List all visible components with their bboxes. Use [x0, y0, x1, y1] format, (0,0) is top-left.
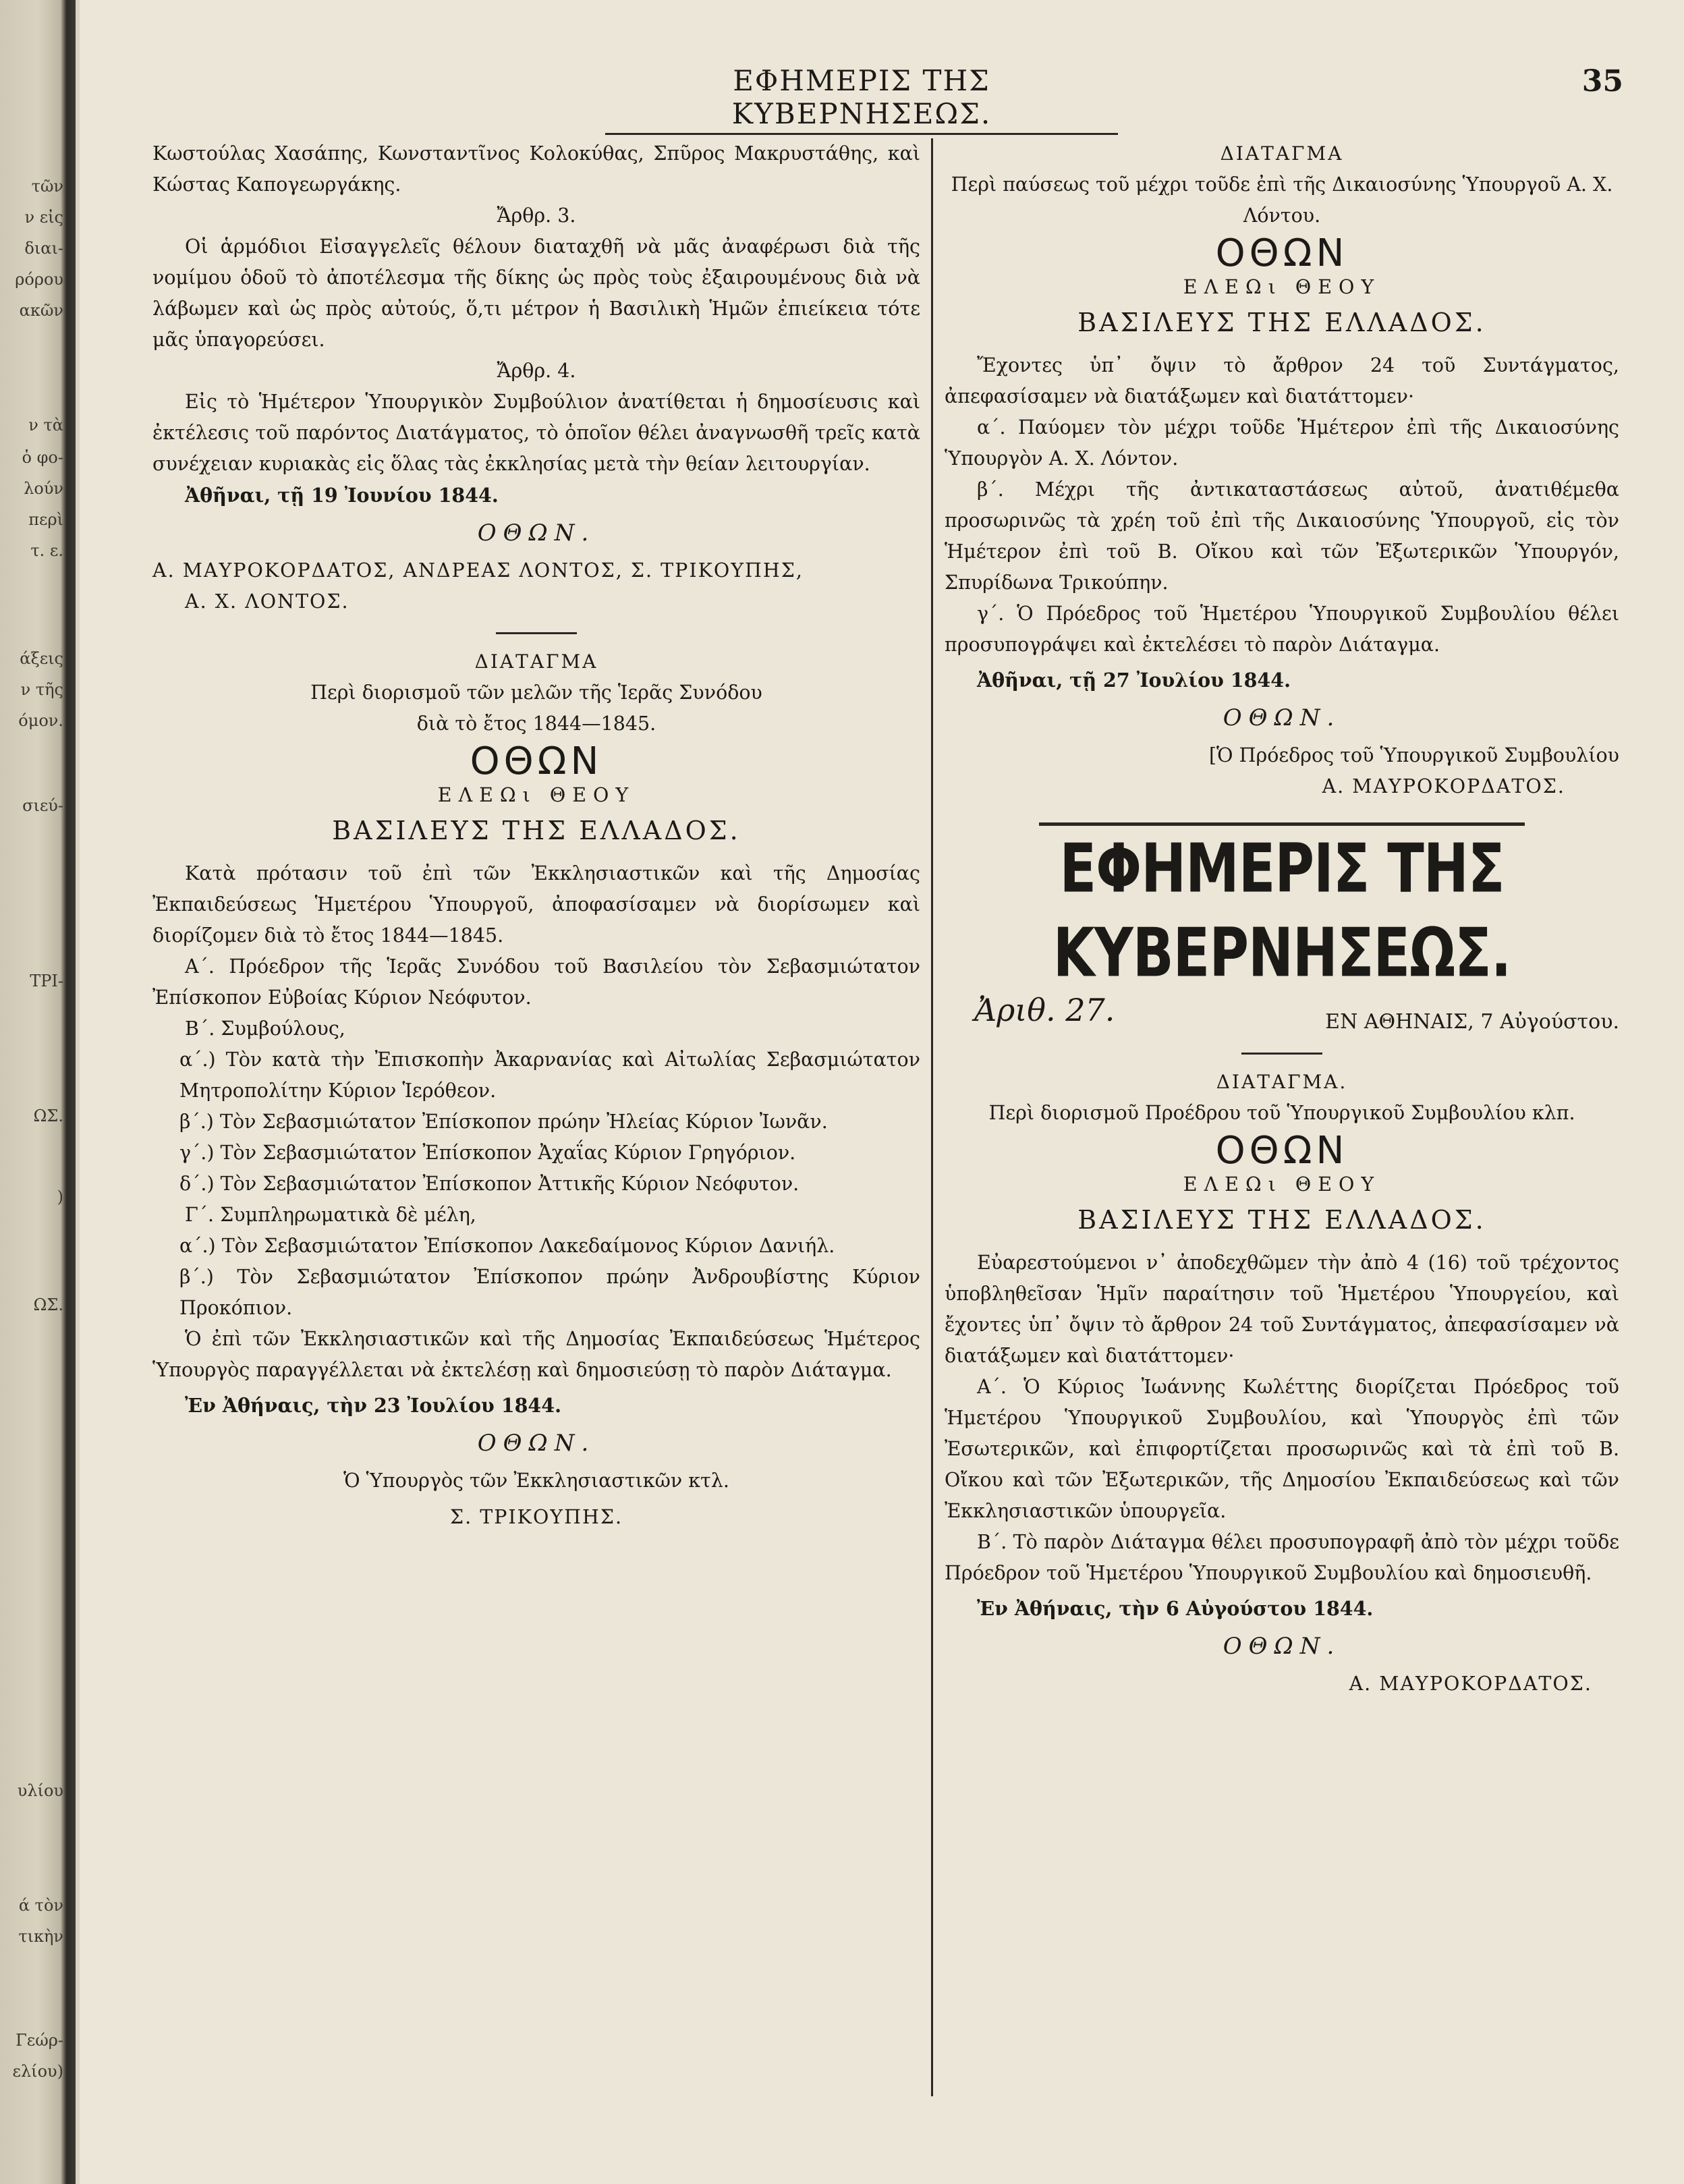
- section-divider: [496, 632, 577, 634]
- countersignatures: Α. ΜΑΥΡΟΚΟΡΔΑΤΟΣ, ΑΝΔΡΕΑΣ ΛΟΝΤΟΣ, Σ. ΤΡΙΚΟΥΠΗΣ,: [152, 559, 804, 582]
- issue-number: Ἀριθ. 27.: [974, 992, 1115, 1028]
- minister-title: Ὁ Ὑπουργὸς τῶν Ἐκκλησιαστικῶν κτλ.: [343, 1469, 729, 1492]
- decree-subject: Περὶ διορισμοῦ Προέδρου τοῦ Ὑπουργικοῦ Συμβουλίου κλπ.: [988, 1102, 1575, 1124]
- king-title: ΒΑΣΙΛΕΥΣ ΤΗΣ ΕΛΛΑΔΟΣ.: [332, 816, 741, 845]
- king-name: ΟΘΩΝ: [1215, 1129, 1349, 1173]
- king-name: ΟΘΩΝ: [1215, 231, 1349, 275]
- previous-page-fragment: ): [57, 1187, 63, 1206]
- previous-page-fragment: ρόρου: [15, 270, 63, 289]
- paragraph: Γ΄. Συμπληρωματικὰ δὲ μέλη,: [185, 1204, 476, 1226]
- page-number: 35: [1581, 64, 1623, 99]
- previous-page-fragment: λούν: [24, 479, 63, 498]
- paragraph: Κωστούλας Χασάπης, Κωνσταντῖνος Κολοκύθας, Σπῦρος Μακρυστάθης, καὶ Κώστας Καπογεωργάκης.: [152, 142, 920, 196]
- issue-divider: [1039, 822, 1525, 826]
- previous-page-fragment: τικὴν: [18, 1927, 63, 1946]
- paragraph: Β΄. Συμβούλους,: [185, 1017, 345, 1040]
- previous-page-fragment: ν εἰς: [24, 208, 63, 227]
- previous-page-fragment: άξεις: [20, 649, 63, 668]
- list-item: δ΄.) Τὸν Σεβασμιώτατον Ἐπίσκοπον Ἀττικῆς Κύριον Νεόφυτον.: [179, 1173, 799, 1195]
- column-rule: [931, 138, 933, 2096]
- newspaper-page: [80, 0, 1684, 2184]
- paragraph: Εἰς τὸ Ἡμέτερον Ὑπουργικὸν Συμβούλιον ἀνατίθεται ἡ δημοσίευσις καὶ ἐκτέλεσις τοῦ παρόντος Διατάγματος, τὸ ὁποῖον θέλει ἀναγνωσθῆ τρεῖς κατὰ συνέχειαν κυριακὰς εἰς ὅλας τὰς ἐκκλησίας μετὰ τὴν θείαν λειτουργίαν.: [152, 391, 920, 475]
- grace-of-god: ΕΛΕΩι ΘΕΟΥ: [1183, 276, 1381, 298]
- signature-name: Α. ΜΑΥΡΟΚΟΡΔΑΤΟΣ.: [1322, 775, 1565, 797]
- article-heading: Ἄρθρ. 4.: [497, 360, 576, 382]
- previous-page-fragment: περὶ: [28, 510, 63, 529]
- royal-signature: ΟΘΩΝ.: [1223, 704, 1341, 731]
- previous-page-fragment: ακῶν: [19, 301, 63, 320]
- previous-page-fragment: όμον.: [18, 711, 63, 730]
- royal-signature: ΟΘΩΝ.: [1223, 1633, 1341, 1660]
- left-column: [152, 138, 920, 2110]
- paragraph: γ΄. Ὁ Πρόεδρος τοῦ Ἡμετέρου Ὑπουργικοῦ Συμβουλίου θέλει προσυπογράψει καὶ ἐκτελέσει τὸ παρὸν Διάταγμα.: [945, 603, 1619, 656]
- signature-title: [Ὁ Πρόεδρος τοῦ Ὑπουργικοῦ Συμβουλίου: [1208, 744, 1619, 766]
- previous-page-fragment: ελίου): [12, 2062, 63, 2081]
- running-header: [80, 64, 1644, 130]
- minister-name: Σ. ΤΡΙΚΟΥΠΗΣ.: [449, 1506, 623, 1528]
- previous-page-fragment: ά τὸν: [18, 1896, 63, 1915]
- dateline: Ἀθῆναι, τῇ 27 Ἰουλίου 1844.: [977, 669, 1291, 692]
- king-title: ΒΑΣΙΛΕΥΣ ΤΗΣ ΕΛΛΑΔΟΣ.: [1077, 1205, 1486, 1235]
- countersignatures: Α. Χ. ΛΟΝΤΟΣ.: [185, 590, 349, 613]
- paragraph: α΄. Παύομεν τὸν μέχρι τοῦδε Ἡμέτερον ἐπὶ τῆς Δικαιοσύνης Ὑπουργὸν Α. Χ. Λόντον.: [945, 416, 1619, 470]
- previous-page-fragment: διαι-: [24, 239, 63, 258]
- paragraph: Β΄. Τὸ παρὸν Διάταγμα θέλει προσυπογραφῆ ἀπὸ τὸν μέχρι τοῦδε Πρόεδρον τοῦ Ἡμετέρου Ὑπουργικοῦ Συμβουλίου καὶ δημοσιευθῆ.: [945, 1531, 1619, 1584]
- list-item: α΄.) Τὸν Σεβασμιώτατον Ἐπίσκοπον Λακεδαίμονος Κύριον Δανιήλ.: [179, 1235, 835, 1257]
- previous-page-fragment: τῶν: [31, 177, 63, 196]
- previous-page-edge: [0, 0, 67, 2184]
- masthead: ΕΦΗΜΕΡΙΣ ΤΗΣ ΚΥΒΕΡΝΗΣΕΩΣ.: [1052, 829, 1511, 992]
- article-heading: Ἄρθρ. 3.: [497, 204, 576, 227]
- paragraph: β΄. Μέχρι τῆς ἀντικαταστάσεως αὐτοῦ, ἀνατιθέμεθα προσωρινῶς τὰ χρέη τοῦ ἐπὶ τῆς Δικαιοσύνης Ὑπουργοῦ, εἰς τὸν Ἡμέτερον ἐπὶ τοῦ Β. Οἴκου καὶ τῶν Ἐξωτερικῶν Ὑπουργόν, Σπυρίδωνα Τρικούπην.: [945, 478, 1619, 594]
- royal-signature: ΟΘΩΝ.: [477, 520, 596, 547]
- right-column: [945, 138, 1619, 2110]
- decree-subject: Περὶ παύσεως τοῦ μέχρι τοῦδε ἐπὶ τῆς Δικαιοσύνης Ὑπουργοῦ Α. Χ. Λόντου.: [951, 173, 1613, 227]
- previous-page-fragment: υλίου: [17, 1781, 63, 1800]
- dateline: Ἐν Ἀθήναις, τὴν 6 Αὐγούστου 1844.: [977, 1597, 1374, 1620]
- king-title: ΒΑΣΙΛΕΥΣ ΤΗΣ ΕΛΛΑΔΟΣ.: [1077, 308, 1486, 337]
- list-item: γ΄.) Τὸν Σεβασμιώτατον Ἐπίσκοπον Ἀχαΐας Κύριον Γρηγόριον.: [179, 1142, 796, 1164]
- list-item: α΄.) Τὸν κατὰ τὴν Ἐπισκοπὴν Ἀκαρνανίας καὶ Αἰτωλίας Σεβασμιώτατον Μητροπολίτην Κύριον Ἱερόθεον.: [179, 1048, 920, 1102]
- decree-subject: Περὶ διορισμοῦ τῶν μελῶν τῆς Ἱερᾶς Συνόδου: [310, 681, 762, 704]
- decree-heading: ΔΙΑΤΑΓΜΑ.: [1216, 1071, 1348, 1093]
- previous-page-fragment: ὁ φο-: [22, 448, 63, 467]
- list-item: β΄.) Τὸν Σεβασμιώτατον Ἐπίσκοπον πρώην Ἠλείας Κύριον Ἰωνᾶν.: [179, 1111, 828, 1133]
- previous-page-fragment: ΩΣ.: [33, 1295, 63, 1314]
- dateline: Ἀθῆναι, τῇ 19 Ἰουνίου 1844.: [185, 484, 499, 507]
- paragraph: Α΄. Πρόεδρον τῆς Ἱερᾶς Συνόδου τοῦ Βασιλείου τὸν Σεβασμιώτατον Ἐπίσκοπον Εὐβοίας Κύριον Νεόφυτον.: [152, 955, 920, 1009]
- decree-heading: ΔΙΑΤΑΓΜΑ: [474, 650, 598, 673]
- previous-page-fragment: σιεύ-: [22, 796, 63, 815]
- dateline: Ἐν Ἀθήναις, τὴν 23 Ἰουλίου 1844.: [185, 1394, 561, 1417]
- previous-page-fragment: ν τῆς: [20, 680, 63, 699]
- running-title: ΕΦΗΜΕΡΙΣ ΤΗΣ ΚΥΒΕΡΝΗΣΕΩΣ.: [605, 64, 1118, 135]
- paragraph: Εὐαρεστούμενοι ν᾽ ἀποδεχθῶμεν τὴν ἀπὸ 4 (16) τοῦ τρέχοντος ὑποβληθεῖσαν Ἡμῖν παραίτησιν τοῦ Ἡμετέρου Ὑπουργείου, καὶ ἔχοντες ὑπ᾽ ὄψιν τὸ ἄρθρον 24 τοῦ Συντάγματος, ἀπεφασίσαμεν νὰ διατάξωμεν καὶ διατάττομεν·: [945, 1252, 1619, 1367]
- decree-subject: διὰ τὸ ἔτος 1844—1845.: [416, 712, 656, 735]
- paragraph: Ἔχοντες ὑπ᾽ ὄψιν τὸ ἄρθρον 24 τοῦ Συντάγματος, ἀπεφασίσαμεν νὰ διατάξωμεν καὶ διατάττομεν·: [945, 354, 1619, 408]
- previous-page-fragment: Γεώρ-: [16, 2031, 63, 2050]
- previous-page-fragment: ΩΣ.: [33, 1107, 63, 1125]
- previous-page-fragment: τ. ε.: [30, 541, 63, 560]
- signature-name: Α. ΜΑΥΡΟΚΟΡΔΑΤΟΣ.: [1349, 1673, 1592, 1695]
- paragraph: Ὁ ἐπὶ τῶν Ἐκκλησιαστικῶν καὶ τῆς Δημοσίας Ἐκπαιδεύσεως Ἡμέτερος Ὑπουργὸς παραγγέλλεται νὰ ἐκτελέσῃ καὶ δημοσιεύσῃ τὸ παρὸν Διάταγμα.: [152, 1328, 920, 1381]
- grace-of-god: ΕΛΕΩι ΘΕΟΥ: [437, 784, 636, 806]
- royal-signature: ΟΘΩΝ.: [477, 1430, 596, 1457]
- previous-page-fragment: TPI-: [30, 972, 63, 990]
- decree-heading: ΔΙΑΤΑΓΜΑ: [1220, 142, 1344, 165]
- list-item: β΄.) Τὸν Σεβασμιώτατον Ἐπίσκοπον πρώην Ἀνδρουβίστης Κύριον Προκόπιον.: [179, 1266, 920, 1319]
- paragraph: Α΄. Ὁ Κύριος Ἰωάννης Κωλέττης διορίζεται Πρόεδρος τοῦ Ἡμετέρου Ὑπουργικοῦ Συμβουλίου, καὶ Ὑπουργὸς ἐπὶ τῶν Ἐσωτερικῶν, καὶ ἐπιφορτίζεται προσωρινῶς καὶ τὰ ἐπὶ τοῦ Β. Οἴκου καὶ τῶν Ἐξωτερικῶν, τῆς Δημοσίου Ἐκπαιδεύσεως καὶ τῶν Ἐκκλησιαστικῶν ὑπουργεῖα.: [945, 1376, 1619, 1522]
- grace-of-god: ΕΛΕΩι ΘΕΟΥ: [1183, 1173, 1381, 1196]
- section-divider: [1241, 1053, 1322, 1055]
- issue-line: [945, 992, 1619, 1038]
- king-name: ΟΘΩΝ: [470, 739, 603, 783]
- paragraph: Κατὰ πρότασιν τοῦ ἐπὶ τῶν Ἐκκλησιαστικῶν καὶ τῆς Δημοσίας Ἐκπαιδεύσεως Ἡμετέρου Ὑπουργοῦ, ἀποφασίσαμεν νὰ διορίσωμεν καὶ διορίζομεν διὰ τὸ ἔτος 1844—1845.: [152, 862, 920, 947]
- issue-place-date: ΕΝ ΑΘΗΝΑΙΣ, 7 Αὐγούστου.: [1325, 1010, 1619, 1034]
- previous-page-fragment: ν τὰ: [28, 416, 63, 435]
- paragraph: Οἱ ἁρμόδιοι Εἰσαγγελεῖς θέλουν διαταχθῆ νὰ μᾶς ἀναφέρωσι διὰ τῆς νομίμου ὁδοῦ τὸ ἀποτέλεσμα τῆς δίκης ὡς πρὸς τοὺς ἐξαιρουμένους διὰ νὰ λάβωμεν καὶ ὡς πρὸς αὐτούς, ὅ,τι μέτρον ἡ Βασιλικὴ Ἡμῶν ἐπιείκεια τότε μᾶς ὑπαγορεύσει.: [152, 235, 920, 351]
